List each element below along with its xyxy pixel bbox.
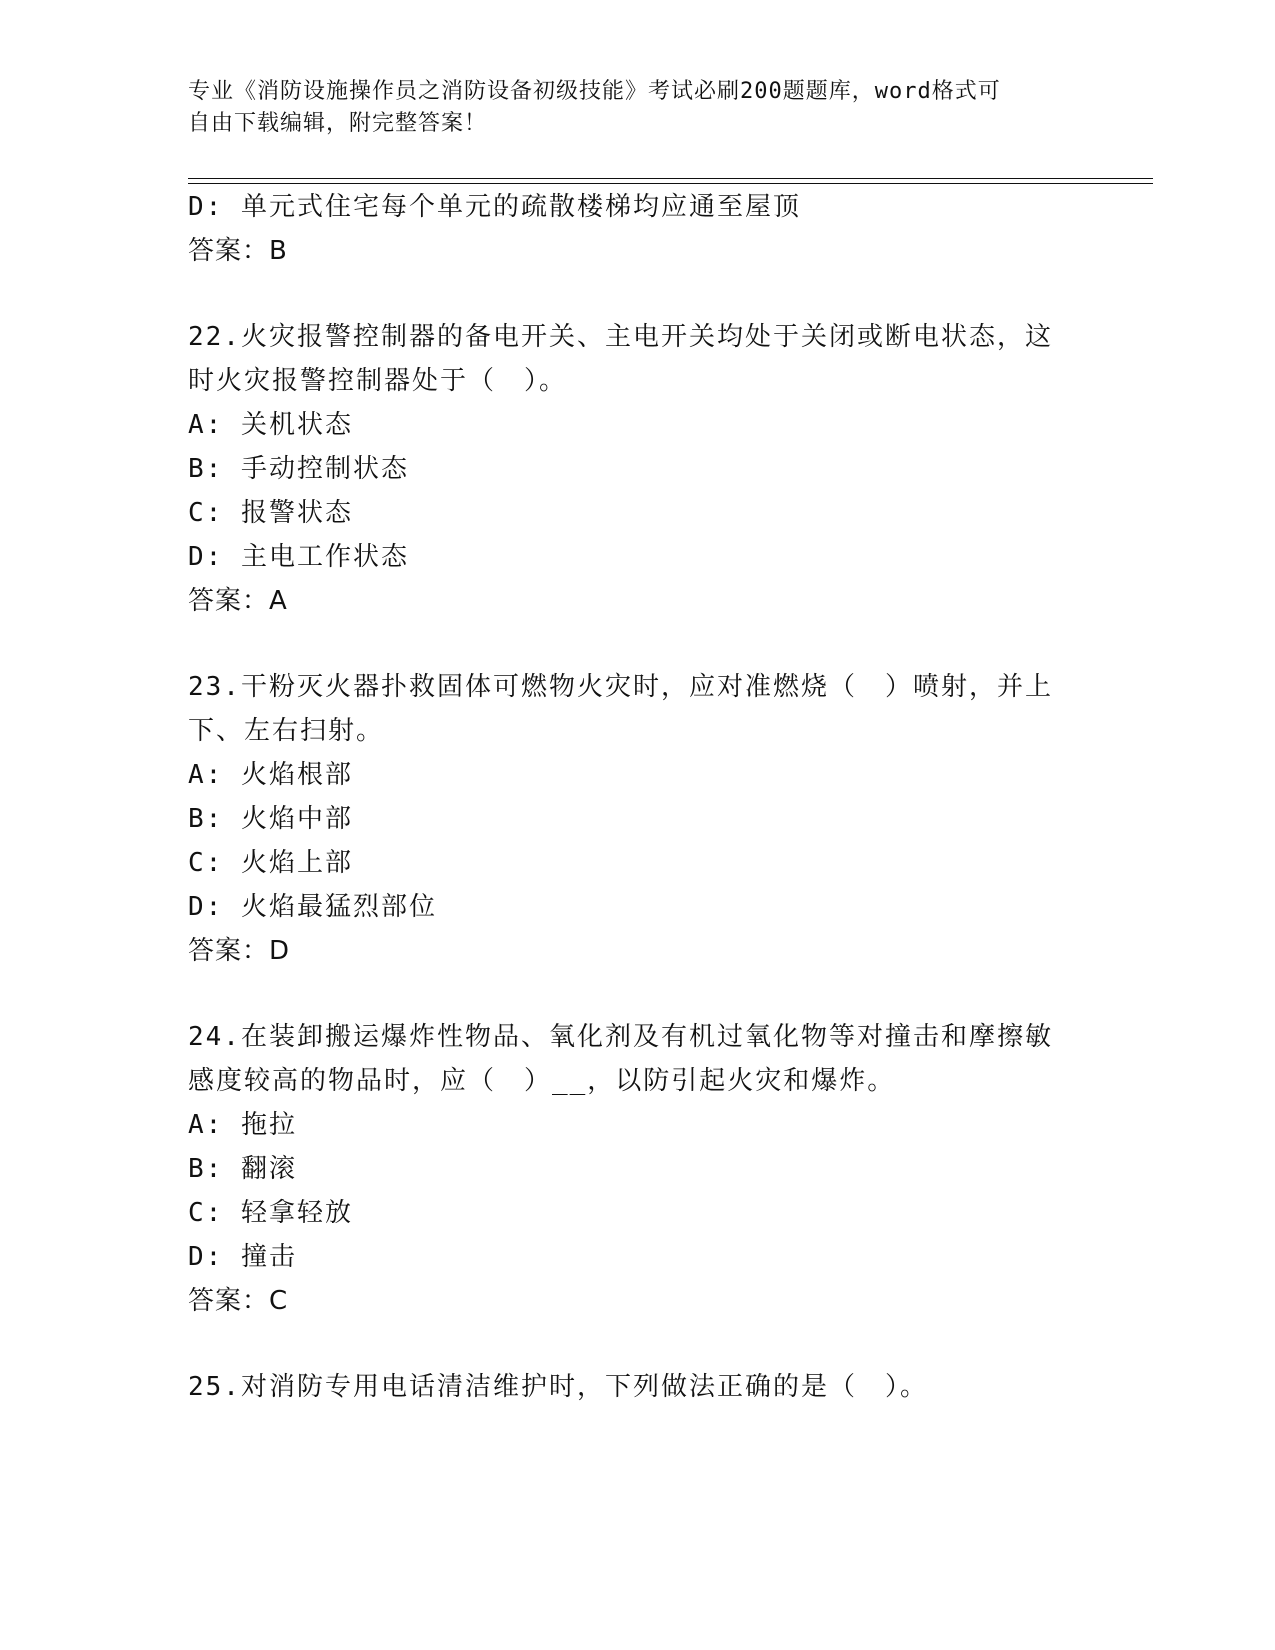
q24-option-c: C: 轻拿轻放 — [188, 1198, 353, 1228]
q24-option-b: B: 翻滚 — [188, 1154, 297, 1184]
q23-option-d: D: 火焰最猛烈部位 — [188, 892, 437, 922]
q22-answer: 答案：A — [188, 586, 288, 616]
header-line-2: 自由下载编辑，附完整答案！ — [188, 111, 488, 136]
document-header — [188, 76, 1068, 140]
q23-stem-line-1: 23.干粉灭火器扑救固体可燃物火灾时，应对准燃烧（ ）喷射，并上 — [188, 672, 1053, 702]
q24-option-a: A: 拖拉 — [188, 1110, 297, 1140]
q23-answer: 答案：D — [188, 936, 291, 966]
q24-stem-line-2: 感度较高的物品时，应（ ）__，以防引起火灾和爆炸。 — [188, 1066, 896, 1096]
q23-stem-line-2: 下、左右扫射。 — [188, 716, 385, 746]
q24-stem-line-1: 24.在装卸搬运爆炸性物品、氧化剂及有机过氧化物等对撞击和摩擦敏 — [188, 1022, 1053, 1052]
q25-stem-line-1: 25.对消防专用电话清洁维护时，下列做法正确的是（ ）。 — [188, 1372, 928, 1402]
q22-option-b: B: 手动控制状态 — [188, 454, 409, 484]
q22-stem-line-1: 22.火灾报警控制器的备电开关、主电开关均处于关闭或断电状态，这 — [188, 322, 1053, 352]
q23-option-a: A: 火焰根部 — [188, 760, 353, 790]
q23-option-c: C: 火焰上部 — [188, 848, 353, 878]
q22-stem-line-2: 时火灾报警控制器处于（ ）。 — [188, 366, 568, 396]
q24-answer: 答案：C — [188, 1286, 289, 1316]
header-divider-top — [188, 178, 1153, 179]
header-divider-bottom — [188, 183, 1153, 184]
q22-option-d: D: 主电工作状态 — [188, 542, 409, 572]
prev-answer: 答案：B — [188, 236, 288, 266]
q24-option-d: D: 撞击 — [188, 1242, 297, 1272]
header-line-1: 专业《消防设施操作员之消防设备初级技能》考试必刷200题题库，word格式可 — [188, 79, 1001, 104]
q22-option-a: A: 关机状态 — [188, 410, 353, 440]
q23-option-b: B: 火焰中部 — [188, 804, 353, 834]
prev-option-d: D: 单元式住宅每个单元的疏散楼梯均应通至屋顶 — [188, 192, 801, 222]
q22-option-c: C: 报警状态 — [188, 498, 353, 528]
